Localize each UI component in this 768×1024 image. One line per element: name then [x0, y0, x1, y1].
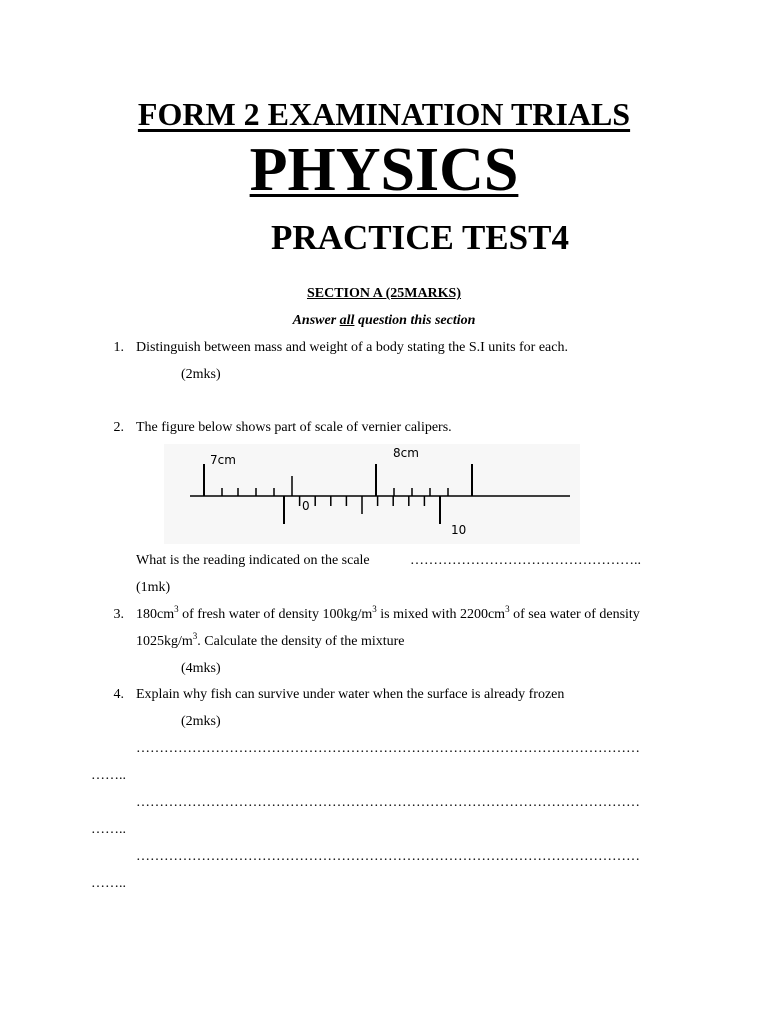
question-3-line-1: $180cm^3$ of fresh water of density $100kg/m^3$ is mixed with $2200cm^3$ of sea water of density — [136, 604, 640, 622]
question-3-line-2: $1025kg/m^3$. Calculate the density of the mixture — [136, 631, 405, 649]
main-scale-label-7cm: 7cm — [210, 453, 236, 467]
answer-line-3-tail: …….. — [91, 876, 126, 891]
test-title: PRACTICE TEST4 — [271, 218, 569, 257]
question-2-followup: What is the reading indicated on the scale — [136, 553, 370, 568]
question-1-text: Distinguish between mass and weight of a body stating the S.I units for each. — [136, 340, 568, 355]
question-4-marks: (2mks) — [181, 714, 221, 729]
question-4-text: Explain why fish can survive under water when the surface is already frozen — [136, 687, 565, 702]
subject-title: PHYSICS — [249, 136, 519, 204]
answer-line-2-tail: …….. — [91, 822, 126, 837]
vernier-caliper-figure — [164, 444, 580, 544]
question-2-number: 2. — [113, 420, 124, 435]
section-instruction: Answer all question this section — [292, 313, 476, 328]
question-2-answer-dots: ………………………………………….. — [410, 553, 641, 568]
question-1-number: 1. — [113, 340, 124, 355]
vernier-label-10: 10 — [451, 523, 467, 537]
question-2-marks: (1mk) — [136, 580, 171, 595]
main-scale-label-8cm: 8cm — [393, 446, 419, 460]
answer-line-1-tail: …….. — [91, 768, 126, 783]
answer-line-3[interactable]: ……………………………………………………………………………………………… — [136, 849, 640, 864]
question-1-marks: (2mks) — [181, 367, 221, 382]
question-2-text: The figure below shows part of scale of vernier calipers. — [136, 420, 452, 435]
exam-title: FORM 2 EXAMINATION TRIALS — [137, 96, 631, 132]
answer-line-2[interactable]: ……………………………………………………………………………………………… — [136, 795, 640, 810]
question-4-number: 4. — [113, 687, 124, 702]
question-3-marks: (4mks) — [181, 661, 221, 676]
section-heading: SECTION A (25MARKS) — [306, 286, 462, 301]
vernier-label-0: 0 — [302, 499, 310, 513]
answer-line-1[interactable]: ……………………………………………………………………………………………… — [136, 741, 640, 756]
question-3-number: 3. — [113, 607, 124, 622]
